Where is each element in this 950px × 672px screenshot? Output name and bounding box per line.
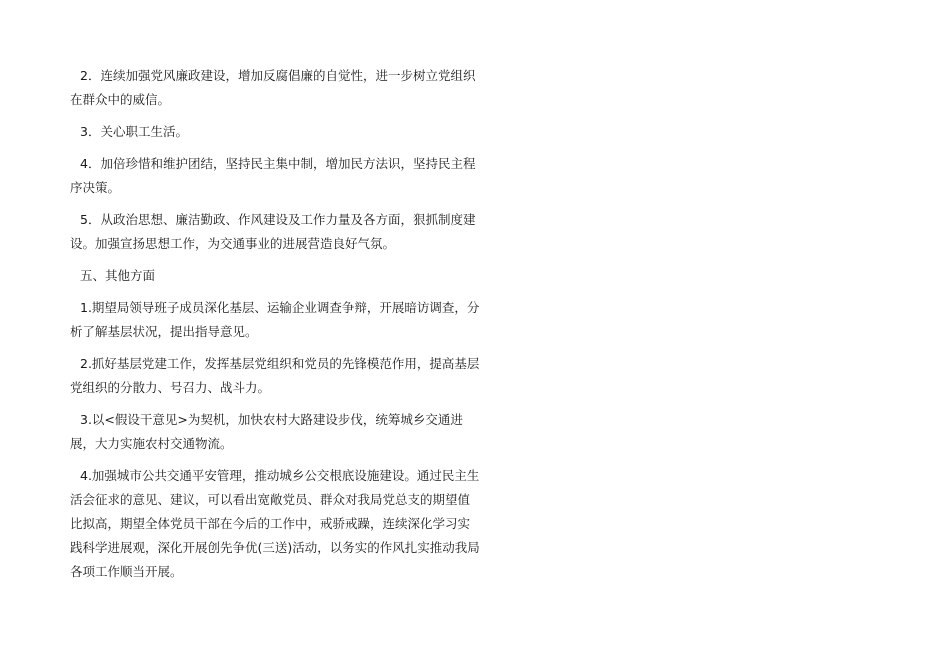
paragraph-other-4: 4.加强城市公共交通平安管理，推动城乡公交根底设施建设。通过民主生活会征求的意见、建议，可以看出宽敞党员、群众对我局党总支的期望值比拟高，期望全体党员干部在今后的工作中，戒骄戒躁，连续深化学习实践科学进展观，深化开展创先争优(三送)活动，以务实的作风扎实推动我局各项工作顺当开展。 <box>70 468 480 579</box>
paragraph-other-2: 2.抓好基层党建工作，发挥基层党组织和党员的先锋模范作用，提高基层党组织的分散力、号召力、战斗力。 <box>70 356 480 395</box>
paragraph-item-5-system-building: 5．从政治思想、廉洁勤政、作风建设及工作力量及各方面，狠抓制度建设。加强宣扬思想工作，为交通事业的进展营造良好气氛。 <box>70 212 476 251</box>
paragraph-item-4-unity: 4．加倍珍惜和维护团结，坚持民主集中制，增加民方法识，坚持民主程序决策。 <box>70 156 476 195</box>
paragraph-item-2-party-conduct: 2．连续加强党风廉政建设，增加反腐倡廉的自觉性，进一步树立党组织在群众中的威信。 <box>70 68 476 107</box>
paragraph-other-3: 3.以<假设干意见>为契机，加快农村大路建设步伐，统筹城乡交通进展，大力实施农村交通物流。 <box>70 412 463 451</box>
paragraph-other-1: 1.期望局领导班子成员深化基层、运输企业调查争辩，开展暗访调查，分析了解基层状况，提出指导意见。 <box>70 300 480 339</box>
section-heading-other-aspects: 五、其他方面 <box>80 268 156 283</box>
paragraph-item-3-staff-welfare: 3．关心职工生活。 <box>80 124 188 139</box>
document-page <box>70 64 480 592</box>
